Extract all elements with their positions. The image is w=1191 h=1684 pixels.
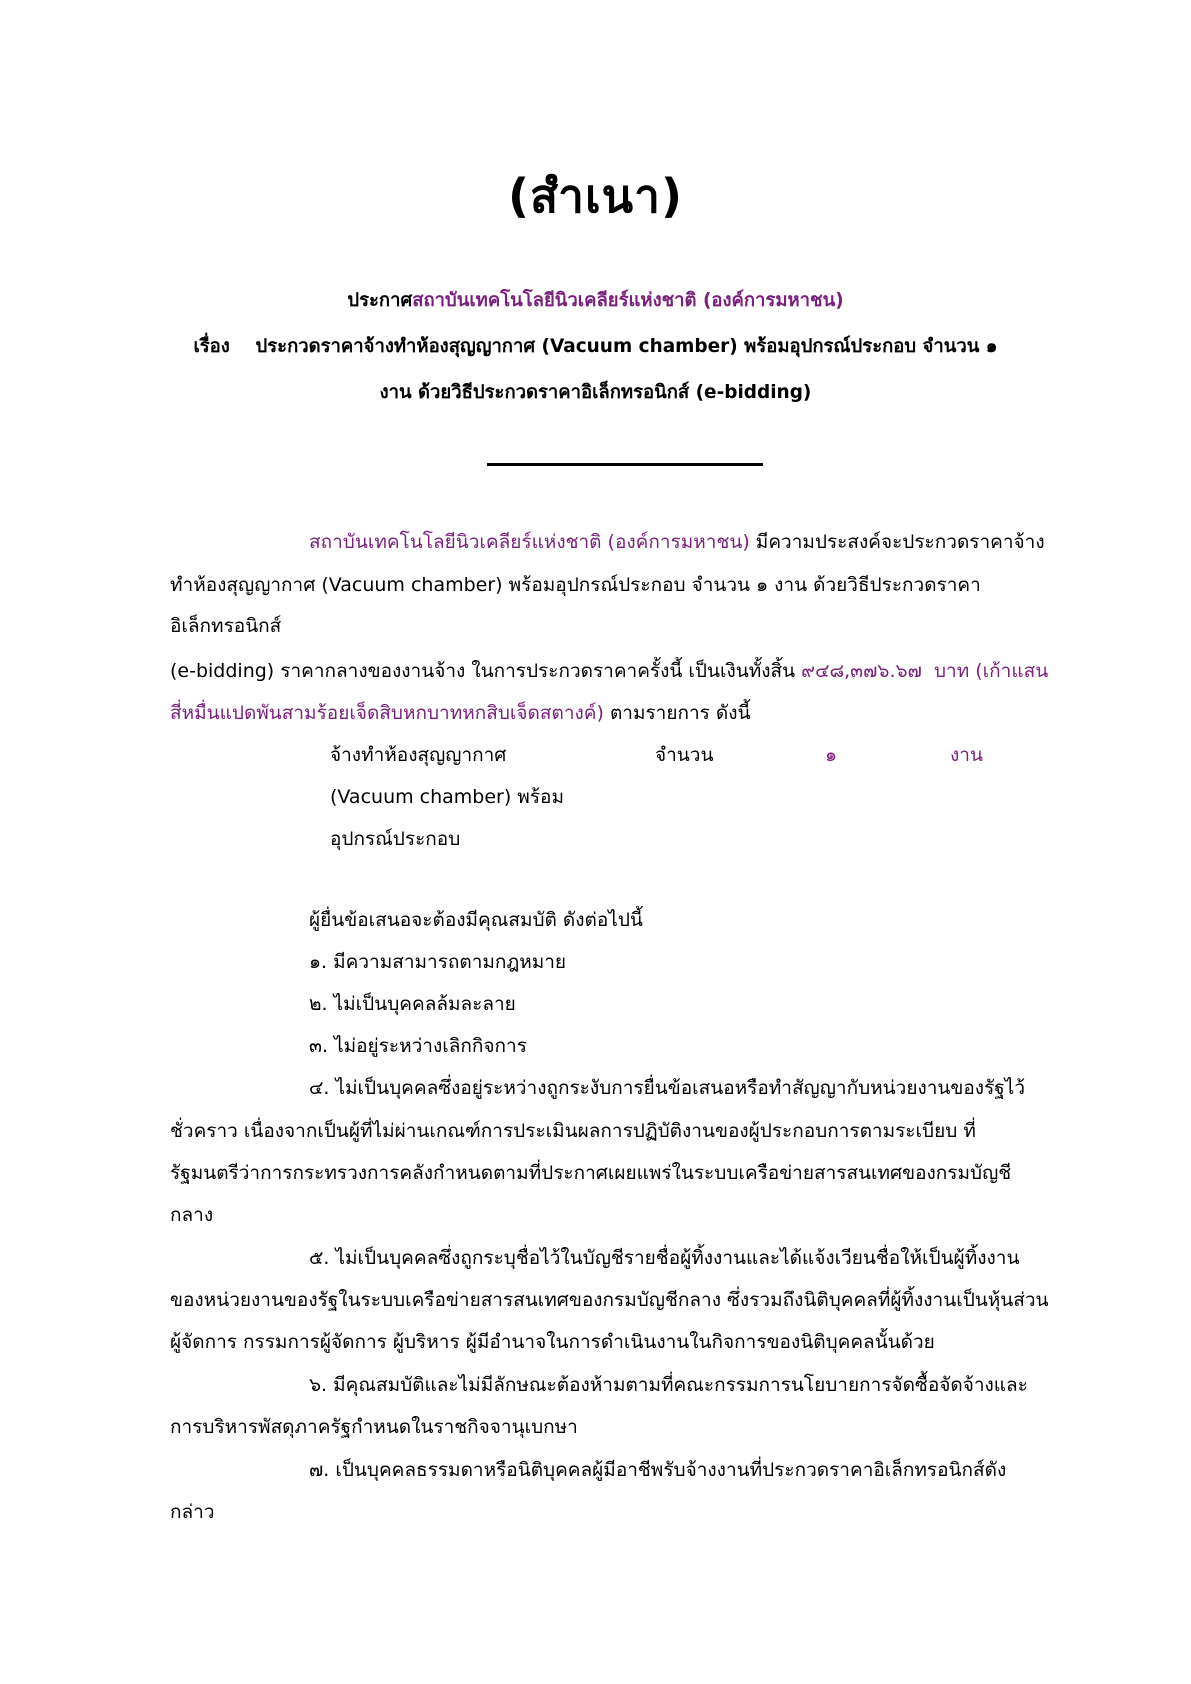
intro-line-1 bbox=[309, 527, 1045, 557]
item-qty-label: จำนวน bbox=[655, 744, 714, 766]
qualification-6-line-1: ๖. มีคุณสมบัติและไม่มีลักษณะต้องห้ามตามที่คณะกรรมการนโยบายการจัดซื้อจัดจ้างและ bbox=[309, 1374, 1028, 1396]
item-name-line-2: (Vacuum chamber) พร้อม bbox=[330, 786, 564, 808]
subject-line-1 bbox=[0, 332, 1191, 361]
intro-line-4 bbox=[170, 656, 1048, 686]
qualification-5-line-2: ของหน่วยงานของรัฐในระบบเครือข่ายสารสนเทศของกรมบัญชีกลาง ซึ่งรวมถึงนิติบุคคลที่ผู้ทิ้งงานเป็นหุ้นส่วน bbox=[170, 1289, 1049, 1311]
qualification-4-line-2: ชั่วคราว เนื่องจากเป็นผู้ที่ไม่ผ่านเกณฑ์การประเมินผลการปฏิบัติงานของผู้ประกอบการตามระเบียบ ที่ bbox=[170, 1120, 976, 1142]
copy-stamp: (สำเนา) bbox=[508, 169, 683, 223]
title-org: สถาบันเทคโนโลยีนิวเคลียร์แห่งชาติ (องค์การมหาชน) bbox=[412, 290, 844, 311]
intro-line-5-rest: ตามรายการ ดังนี้ bbox=[603, 702, 751, 724]
intro-line-3: อิเล็กทรอนิกส์ bbox=[170, 615, 282, 637]
price-baht: บาท bbox=[933, 660, 970, 682]
qualification-2: ๒. ไม่เป็นบุคคลล้มละลาย bbox=[309, 993, 516, 1015]
intro-line-4-pre: (e-bidding) ราคากลางของงานจ้าง ในการประกวดราคาครั้งนี้ เป็นเงินทั้งสิ้น bbox=[170, 660, 802, 682]
qualification-4-line-3: รัฐมนตรีว่าการกระทรวงการคลังกำหนดตามที่ประกาศเผยแพร่ในระบบเครือข่ายสารสนเทศของกรมบัญชี bbox=[170, 1162, 1012, 1184]
announcement-title bbox=[0, 286, 1191, 315]
title-prefix: ประกาศ bbox=[347, 290, 413, 311]
qualification-4-line-4: กลาง bbox=[170, 1204, 214, 1226]
subject-text-1: ประกวดราคาจ้างทำห้องสุญญากาศ (Vacuum chamber) พร้อมอุปกรณ์ประกอบ จำนวน ๑ bbox=[255, 336, 998, 357]
item-qty: ๑ bbox=[825, 744, 838, 766]
qualification-7-line-1: ๗. เป็นบุคคลธรรมดาหรือนิติบุคคลผู้มีอาชีพรับจ้างงานที่ประกวดราคาอิเล็กทรอนิกส์ดัง bbox=[309, 1459, 1007, 1481]
intro-line-2: ทำห้องสุญญากาศ (Vacuum chamber) พร้อมอุปกรณ์ประกอบ จำนวน ๑ งาน ด้วยวิธีประกวดราคา bbox=[170, 574, 981, 596]
price-words-2: สี่หมื่นแปดพันสามร้อยเจ็ดสิบหกบาทหกสิบเจ็ดสตางค์) bbox=[170, 702, 604, 724]
subject-line-2: งาน ด้วยวิธีประกวดราคาอิเล็กทรอนิกส์ (e-bidding) bbox=[379, 382, 812, 403]
qualification-5-line-1: ๕. ไม่เป็นบุคคลซึ่งถูกระบุชื่อไว้ในบัญชีรายชื่อผู้ทิ้งงานและได้แจ้งเวียนชื่อให้เป็นผู้ทิ้งงาน bbox=[309, 1247, 1020, 1269]
price-amount: ๙๔๘,๓๗๖.๖๗ bbox=[801, 660, 922, 682]
qualification-7-line-2: กล่าว bbox=[170, 1501, 215, 1523]
qualification-5-line-3: ผู้จัดการ กรรมการผู้จัดการ ผู้บริหาร ผู้มีอำนาจในการดำเนินงานในกิจการของนิติบุคคลนั้นด้วย bbox=[170, 1331, 935, 1353]
qualifications-heading: ผู้ยื่นข้อเสนอจะต้องมีคุณสมบัติ ดังต่อไปนี้ bbox=[309, 909, 643, 931]
qualification-1: ๑. มีความสามารถตามกฎหมาย bbox=[309, 951, 567, 973]
qualification-4-line-1: ๔. ไม่เป็นบุคคลซึ่งอยู่ระหว่างถูกระงับการยื่นข้อเสนอหรือทำสัญญากับหน่วยงานของรัฐไว้ bbox=[309, 1077, 1025, 1099]
intro-line-1-rest: มีความประสงค์จะประกวดราคาจ้าง bbox=[749, 531, 1045, 553]
subject-label: เรื่อง bbox=[193, 336, 230, 357]
item-unit: งาน bbox=[950, 744, 983, 766]
intro-org: สถาบันเทคโนโลยีนิวเคลียร์แห่งชาติ (องค์การมหาชน) bbox=[309, 531, 750, 553]
intro-line-5 bbox=[170, 698, 751, 728]
qualification-3: ๓. ไม่อยู่ระหว่างเลิกกิจการ bbox=[309, 1035, 527, 1057]
price-words-1: (เก้าแสน bbox=[969, 660, 1049, 682]
title-separator bbox=[487, 463, 763, 466]
item-name-line-3: อุปกรณ์ประกอบ bbox=[330, 828, 461, 850]
qualification-6-line-2: การบริหารพัสดุภาครัฐกำหนดในราชกิจจานุเบกษา bbox=[170, 1416, 578, 1438]
item-name-line-1: จ้างทำห้องสุญญากาศ bbox=[330, 744, 507, 766]
